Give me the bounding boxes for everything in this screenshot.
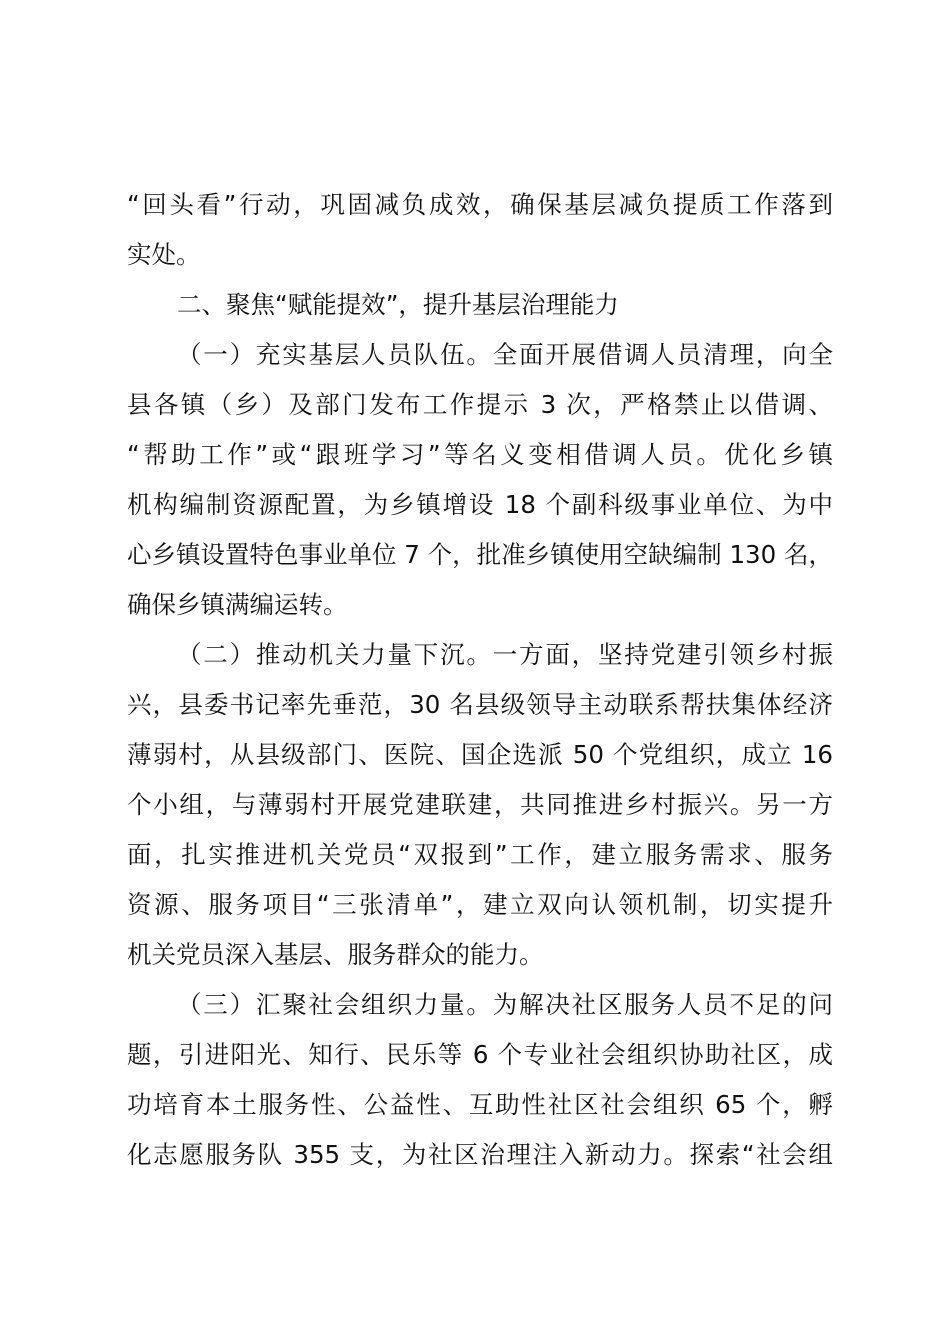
text-line: 机关党员深入基层、服务群众的能力。 <box>127 940 544 969</box>
text-line: 机构编制资源配置，为乡镇增设 18 个副科级事业单位、为中 <box>127 490 833 519</box>
document-body <box>127 180 833 1180</box>
text-line: 面，扎实推进机关党员“双报到”工作，建立服务需求、服务 <box>127 840 833 869</box>
text-line: 薄弱村，从县级部门、医院、国企选派 50 个党组织，成立 16 <box>127 740 833 769</box>
section-heading: 二、聚焦“赋能提效”，提升基层治理能力 <box>177 290 619 319</box>
text-line: 个小组，与薄弱村开展党建联建，共同推进乡村振兴。另一方 <box>127 790 833 819</box>
text-line: 题，引进阳光、知行、民乐等 6 个专业社会组织协助社区，成 <box>127 1040 833 1069</box>
text-line: 化志愿服务队 355 支，为社区治理注入新动力。探索“社会组 <box>127 1140 833 1169</box>
subsection-heading-line: （二）推动机关力量下沉。一方面，坚持党建引领乡村振 <box>177 640 833 669</box>
text-line: 功培育本土服务性、公益性、互助性社区社会组织 65 个，孵 <box>127 1090 833 1119</box>
subsection-heading-line: （一）充实基层人员队伍。全面开展借调人员清理，向全 <box>177 340 833 369</box>
text-line: 实处。 <box>127 240 201 269</box>
subsection-heading-line: （三）汇聚社会组织力量。为解决社区服务人员不足的问 <box>177 990 833 1019</box>
text-line: “回头看”行动，巩固减负成效，确保基层减负提质工作落到 <box>127 190 833 219</box>
text-line: 兴，县委书记率先垂范，30 名县级领导主动联系帮扶集体经济 <box>127 690 833 719</box>
text-line: 资源、服务项目“三张清单”，建立双向认领机制，切实提升 <box>127 890 833 919</box>
text-line: 县各镇（乡）及部门发布工作提示 3 次，严格禁止以借调、 <box>127 390 833 419</box>
text-line: “帮助工作”或“跟班学习”等名义变相借调人员。优化乡镇 <box>127 440 833 469</box>
text-line: 心乡镇设置特色事业单位 7 个，批准乡镇使用空缺编制 130 名， <box>127 540 833 569</box>
text-line: 确保乡镇满编运转。 <box>127 590 348 619</box>
